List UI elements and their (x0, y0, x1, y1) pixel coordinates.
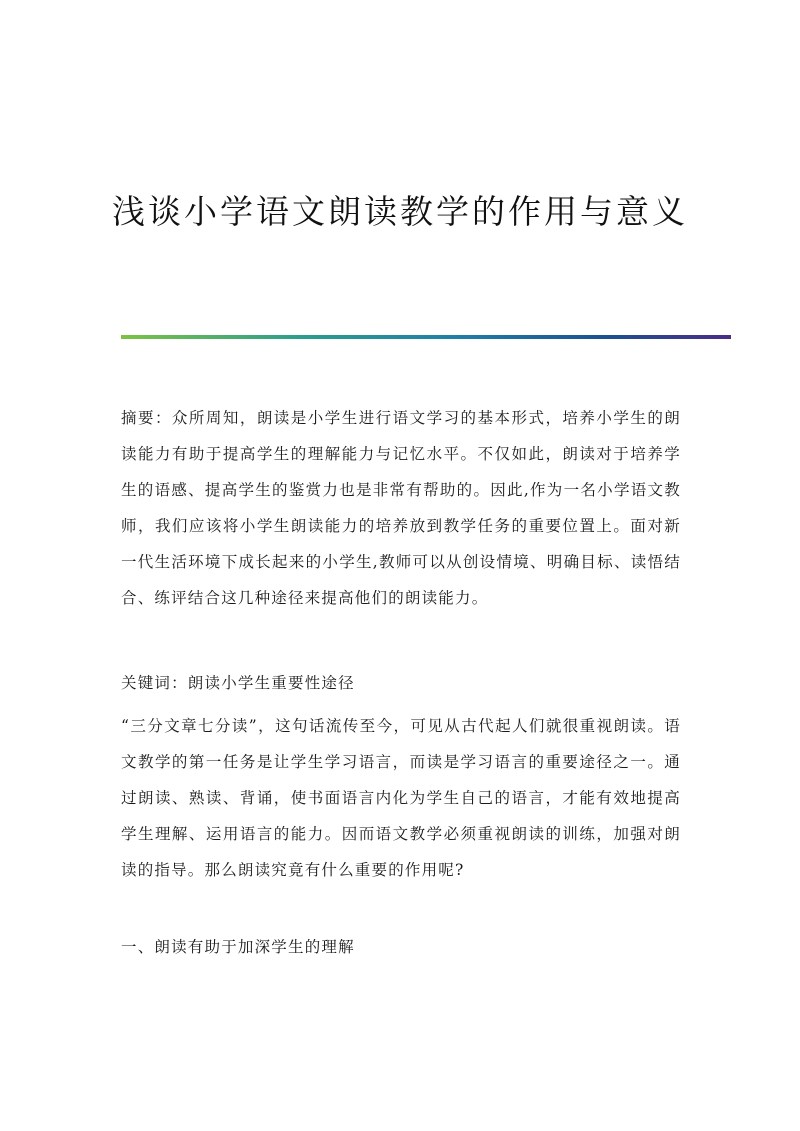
abstract-paragraph: 摘要：众所周知，朗读是小学生进行语文学习的基本形式，培养小学生的朗读能力有助于提高学生的理解能力与记忆水平。不仅如此，朗读对于培养学生的语感、提高学生的鉴赏力也是非常有帮助的。因此,作为一名小学语文教师，我们应该将小学生朗读能力的培养放到教学任务的重要位置上。面对新一代生活环境下成长起来的小学生,教师可以从创设情境、明确目标、读悟结合、练评结合这几种途径来提高他们的朗读能力。 (121, 409, 681, 607)
section-heading: 一、朗读有助于加深学生的理解 (121, 938, 355, 956)
title-divider (121, 335, 731, 339)
document-title: 浅谈小学语文朗读教学的作用与意义 (112, 192, 688, 231)
intro-paragraph: “三分文章七分读”，这句话流传至今，可见从古代起人们就很重视朗读。语文教学的第一任务是让学生学习语言，而读是学习语言的重要途径之一。通过朗读、熟读、背诵，使书面语言内化为学生自己的语言，才能有效地提高学生理解、运用语言的能力。因而语文教学必须重视朗读的训练，加强对朗读的指导。那么朗读究竟有什么重要的作用呢? (121, 717, 681, 879)
keywords-line: 关键词：朗读小学生重要性途径 (121, 674, 355, 692)
